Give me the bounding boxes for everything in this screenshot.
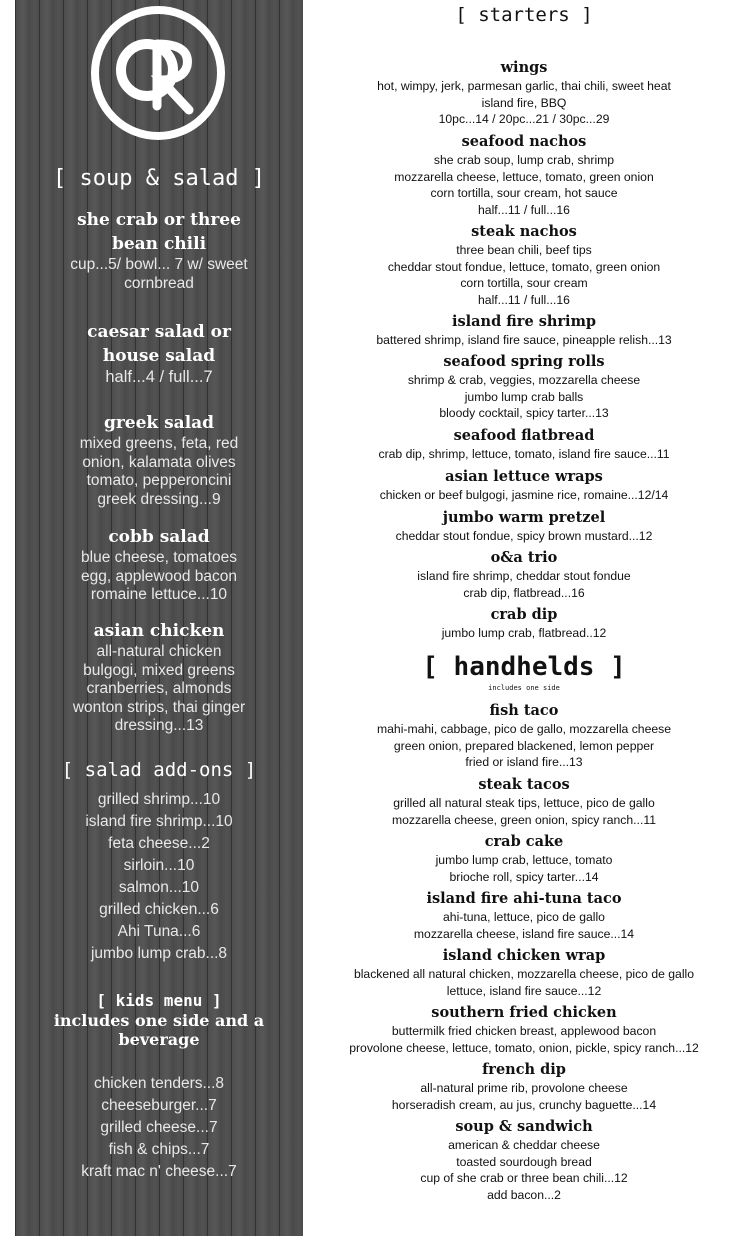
item-title: crab dip [490, 606, 558, 623]
soup-salad-heading: [ soup & salad ] [53, 166, 265, 191]
item-line: bloody cocktail, spicy tarter...13 [439, 406, 609, 421]
item-line: blackened all natural chicken, mozzarella cheese, pico de gallo [353, 967, 695, 981]
menu-item [318, 775, 730, 828]
menu-item [15, 411, 303, 509]
item-line: american & cheddar cheese [448, 1138, 600, 1152]
kids-item: cheeseburger...7 [101, 1097, 217, 1114]
kids-item: grilled cheese...7 [100, 1119, 218, 1136]
item-title: steak tacos [478, 776, 570, 793]
menu-item [318, 58, 730, 128]
menu-item [318, 548, 730, 601]
item-line: wonton strips, thai ginger [72, 698, 246, 716]
addon-item: salmon...10 [118, 879, 200, 896]
item-line: grilled all natural steak tips, lettuce, pico de gallo [393, 796, 655, 810]
item-line: egg, applewood bacon [81, 567, 237, 585]
addon-item: sirloin...10 [123, 857, 195, 874]
handhelds-heading: [ handhelds ] [422, 652, 626, 682]
menu-item [318, 312, 730, 349]
menu-item [318, 889, 730, 942]
item-title: soup & sandwich [455, 1118, 593, 1135]
item-line: mozzarella cheese, lettuce, tomato, green onion [394, 169, 654, 184]
menu-item [15, 525, 303, 605]
item-line: greek dressing...9 [97, 490, 221, 508]
item-line: bulgogi, mixed greens [83, 661, 235, 679]
item-line: three bean chili, beef tips [456, 243, 592, 257]
item-line: jumbo lump crab, lettuce, tomato [435, 853, 613, 867]
right-panel [318, 0, 730, 1236]
handhelds-note: includes one side [488, 684, 560, 692]
item-line: she crab soup, lump crab, shrimp [433, 153, 615, 167]
menu-item [318, 701, 730, 771]
menu-item [318, 132, 730, 218]
item-line: half...11 / full...16 [478, 292, 570, 307]
item-title: island chicken wrap [442, 947, 606, 964]
menu-item [318, 222, 730, 308]
item-line: crab dip, shrimp, lettuce, tomato, island fire sauce...11 [378, 447, 670, 461]
item-line: battered shrimp, island fire sauce, pineapple relish...13 [376, 333, 672, 347]
addon-item: feta cheese...2 [108, 835, 210, 852]
menu-item [15, 619, 303, 736]
item-line: brioche roll, spicy tarter...14 [449, 869, 599, 884]
item-line: cranberries, almonds [86, 680, 232, 697]
kids-menu-header [15, 991, 303, 1049]
item-title: she crab or three bean chili [77, 210, 241, 254]
kids-item: kraft mac n' cheese...7 [81, 1163, 237, 1180]
item-line: cornbread [124, 274, 194, 292]
kids-item: fish & chips...7 [108, 1141, 210, 1158]
menu-item [318, 1003, 730, 1056]
item-title: seafood flatbread [453, 427, 595, 444]
item-line: jumbo lump crab balls [464, 389, 584, 404]
item-line: lettuce, island fire sauce...12 [446, 983, 602, 998]
addon-item: island fire shrimp...10 [85, 813, 233, 830]
item-title: crab cake [484, 833, 564, 850]
menu-item [318, 467, 730, 504]
addon-item: Ahi Tuna...6 [117, 923, 201, 940]
menu-item [15, 320, 303, 387]
menu-item [318, 605, 730, 642]
item-title: wings [500, 59, 548, 76]
item-title: caesar salad or house salad [87, 322, 231, 366]
item-line: cheddar stout fondue, lettuce, tomato, green onion [387, 259, 661, 274]
item-title: asian chicken [93, 621, 225, 641]
item-line: cup...5/ bowl... 7 w/ sweet [70, 256, 248, 273]
item-line: tomato, pepperoncini [86, 472, 232, 489]
item-line: all-natural chicken [96, 643, 222, 660]
item-line: island fire shrimp, cheddar stout fondue [417, 569, 631, 583]
item-title: greek salad [103, 413, 215, 433]
item-title: jumbo warm pretzel [442, 509, 606, 526]
item-line: mozzarella cheese, island fire sauce...14 [413, 926, 635, 941]
item-title: o&a trio [490, 549, 558, 566]
starters-heading: [ starters ] [455, 4, 593, 26]
item-line: onion, kalamata olives [82, 453, 236, 471]
item-line: corn tortilla, sour cream [460, 276, 588, 291]
item-line: hot, wimpy, jerk, parmesan garlic, thai chili, sweet heat [377, 79, 671, 93]
menu-item [318, 426, 730, 463]
item-line: mixed greens, feta, red [79, 435, 239, 452]
item-title: fish taco [489, 702, 559, 719]
menu-item [318, 946, 730, 999]
item-line: add bacon...2 [487, 1187, 561, 1202]
item-line: 10pc...14 / 20pc...21 / 30pc...29 [438, 112, 610, 127]
item-title: seafood spring rolls [443, 353, 605, 370]
item-line: chicken or beef bulgogi, jasmine rice, romaine...12/14 [379, 488, 669, 502]
item-line: buttermilk fried chicken breast, applewood bacon [391, 1024, 657, 1038]
left-panel [15, 0, 303, 1236]
item-line: fried or island fire...13 [465, 755, 583, 770]
item-title: island fire ahi-tuna taco [426, 890, 622, 907]
menu-item [318, 1060, 730, 1113]
item-line: dressing...13 [114, 717, 204, 734]
item-line: mahi-mahi, cabbage, pico de gallo, mozzarella cheese [376, 722, 672, 736]
item-title: seafood nachos [461, 133, 587, 150]
item-line: corn tortilla, sour cream, hot sauce [430, 186, 618, 201]
item-line: mozzarella cheese, green onion, spicy ranch...11 [392, 812, 656, 827]
menu-item [15, 208, 303, 293]
item-line: ahi-tuna, lettuce, pico de gallo [443, 910, 605, 924]
menu-item [318, 352, 730, 422]
item-title: asian lettuce wraps [445, 468, 603, 485]
addon-item: jumbo lump crab...8 [90, 945, 228, 962]
salad-addons-heading: [ salad add-ons ] [61, 759, 257, 781]
item-line: blue cheese, tomatoes [81, 549, 237, 566]
addon-item: grilled shrimp...10 [97, 791, 221, 808]
item-line: island fire, BBQ [481, 95, 567, 110]
menu-item [318, 832, 730, 885]
item-line: green onion, prepared blackened, lemon pepper [393, 738, 655, 753]
item-title: cobb salad [108, 527, 210, 547]
addons-list [15, 789, 303, 965]
item-line: cheddar stout fondue, spicy brown mustard...12 [395, 529, 653, 543]
item-title: island fire shrimp [451, 313, 597, 330]
item-line: cup of she crab or three bean chili...12 [420, 1171, 628, 1186]
item-line: half...11 / full...16 [478, 202, 570, 217]
menu-item [318, 1117, 730, 1203]
item-line: romaine lettuce...10 [90, 586, 228, 603]
item-line: crab dip, flatbread...16 [463, 585, 585, 600]
item-line: provolone cheese, lettuce, tomato, onion, pickle, spicy ranch...12 [349, 1040, 699, 1055]
kids-heading: [ kids menu ] [96, 991, 222, 1010]
menu-item [318, 508, 730, 545]
addon-item: grilled chicken...6 [99, 901, 219, 918]
kids-item: chicken tenders...8 [93, 1075, 225, 1092]
logo-icon [91, 6, 225, 140]
item-line: shrimp & crab, veggies, mozzarella cheese [407, 373, 641, 387]
item-line: toasted sourdough bread [456, 1154, 592, 1169]
item-line: horseradish cream, au jus, crunchy baguette...14 [391, 1097, 657, 1112]
item-line: half...4 / full...7 [105, 368, 213, 386]
item-title: french dip [482, 1061, 566, 1078]
kids-list [15, 1073, 303, 1183]
item-title: southern fried chicken [431, 1004, 617, 1021]
kids-subheading: includes one side and a beverage [53, 1011, 265, 1049]
item-title: steak nachos [471, 223, 577, 240]
item-line: all-natural prime rib, provolone cheese [420, 1081, 628, 1095]
item-line: jumbo lump crab, flatbread..12 [441, 626, 607, 640]
